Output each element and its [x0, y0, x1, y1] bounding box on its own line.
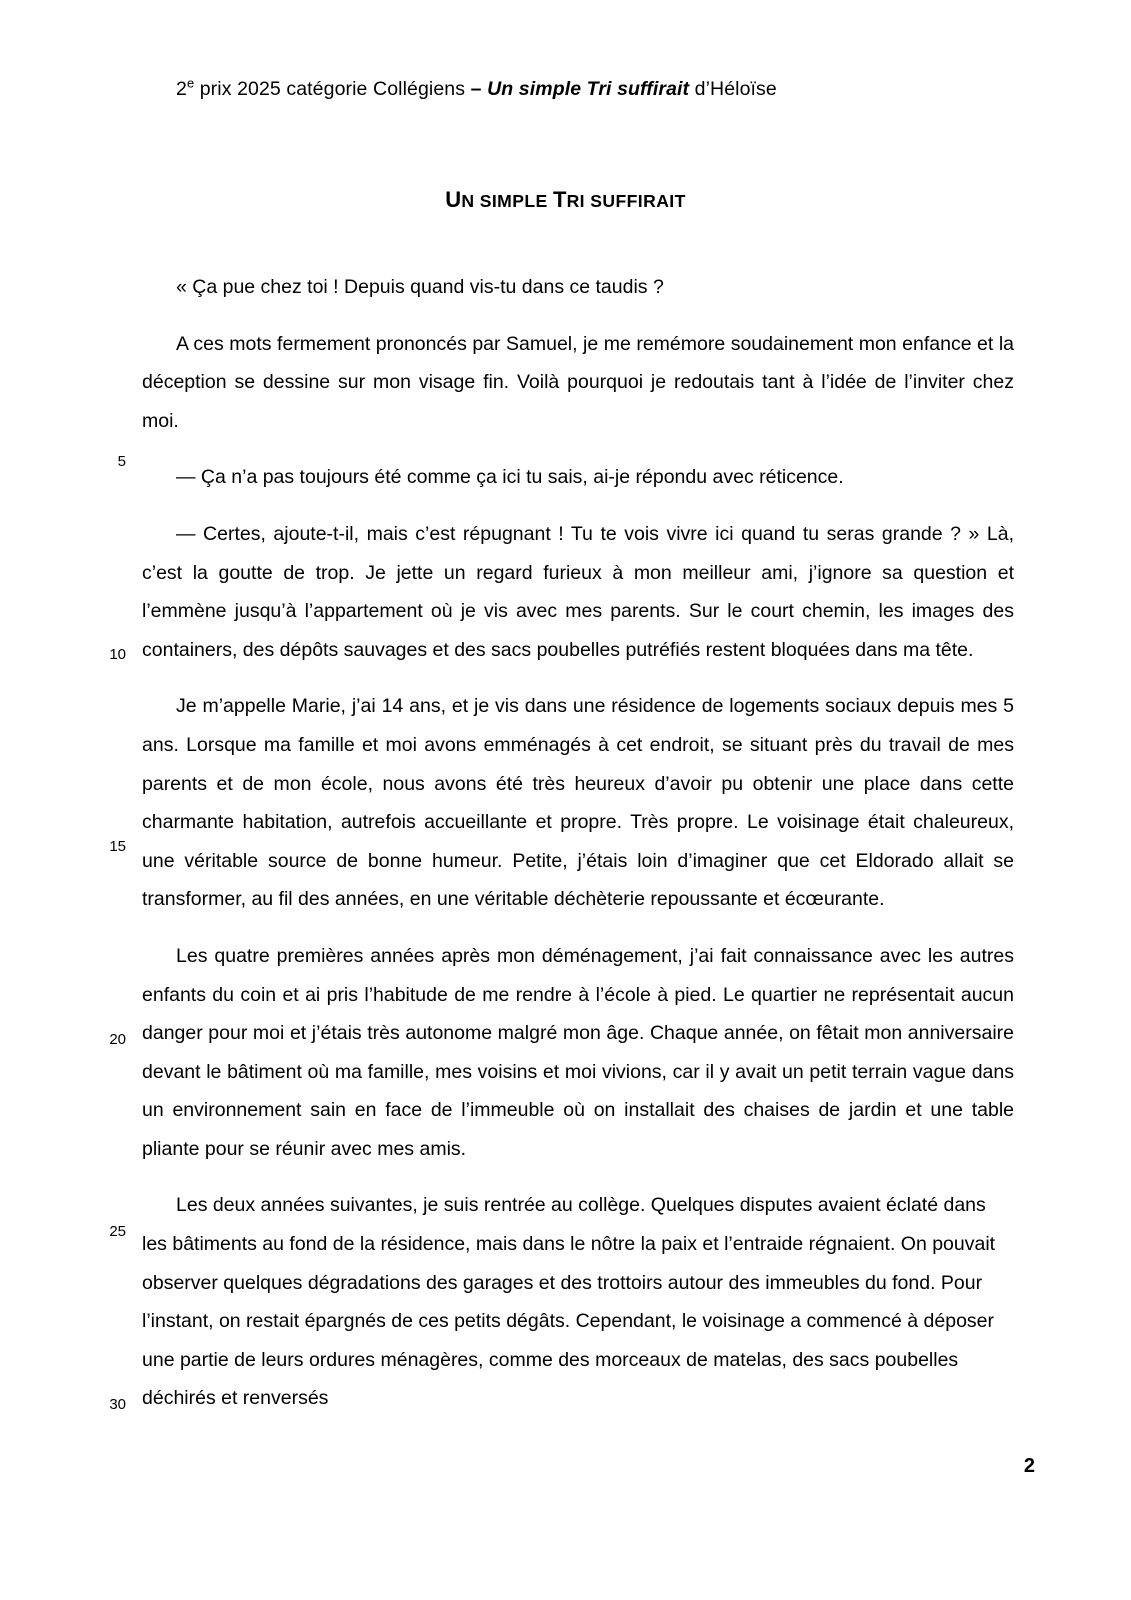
- paragraph: A ces mots fermement prononcés par Samuel, je me remémore soudainement mon enfance et la déception se dessine sur mon visage fin. Voilà pourquoi je redoutais tant à l’idée de l’inviter chez moi.: [142, 332, 1014, 432]
- title-cap-t: T: [552, 186, 567, 212]
- paragraph: Les quatre premières années après mon déménagement, j’ai fait connaissance avec les autres enfants du coin et ai pris l’habitude de me rendre à l’école à pied. Le quartier ne représentait aucun danger pour moi et j’étais très autonome malgré mon âge. Chaque année, on fêtait mon anniversaire devant le bâtiment où ma famille, mes voisins et moi vivions, car il y avait un petit terrain vague dans un environnement sain en face de l’immeuble où on installait des chaises de jardin et une table pliante pour se réunir avec mes amis.: [142, 944, 1014, 1160]
- running-header: [176, 75, 777, 101]
- paragraph: « Ça pue chez toi ! Depuis quand vis-tu dans ce taudis ?: [176, 276, 664, 298]
- title-smallcaps-n-simple: N SIMPLE: [461, 190, 553, 211]
- line-number: 30: [109, 1396, 126, 1413]
- line-number: 5: [117, 453, 126, 470]
- page-number: 2: [1023, 1455, 1035, 1477]
- header-author: d’Héloïse: [689, 78, 777, 100]
- header-ordinal-suffix: e: [186, 75, 195, 91]
- line-number: 25: [109, 1223, 126, 1240]
- title-cap-u: U: [445, 186, 462, 212]
- story-body: [142, 268, 1014, 1418]
- line-number: 20: [109, 1031, 126, 1048]
- line-number: 15: [109, 838, 126, 855]
- paragraph: Les deux années suivantes, je suis rentrée au collège. Quelques disputes avaient éclaté dans les bâtiments au fond de la résidence, mais dans le nôtre la paix et l’entraide régnaient. On pouvait observer quelques dégradations des garages et des trottoirs autour des immeubles du fond. Pour l’instant, on restait épargnés de ces petits dégâts. Cependant, le voisinage a commencé à déposer une partie de leurs ordures ménagères, comme des morceaux de matelas, des sacs poubelles déchirés et renversés: [142, 1194, 996, 1410]
- header-prize-number: 2: [176, 78, 187, 100]
- paragraph: — Ça n’a pas toujours été comme ça ici tu sais, ai-je répondu avec réticence.: [176, 466, 844, 489]
- paragraph: Je m’appelle Marie, j’ai 14 ans, et je vis dans une résidence de logements sociaux depuis mes 5 ans. Lorsque ma famille et moi avons emménagés à cet endroit, se situant près du travail de mes parents et de mon école, nous avons été très heureux d’avoir pu obtenir une place dans cette charmante habitation, autrefois accueillante et propre. Très propre. Le voisinage était chaleureux, une véritable source de bonne humeur. Petite, j’étais loin d’imaginer que cet Eldorado allait se transformer, au fil des années, en une véritable déchèterie repoussante et écœurante.: [142, 695, 1014, 911]
- title-smallcaps-ri-suffirait: RI SUFFIRAIT: [566, 190, 686, 211]
- page-title: [0, 187, 1131, 213]
- header-prize-category: prix 2025 catégorie Collégiens: [194, 78, 471, 100]
- header-dash: –: [470, 78, 482, 100]
- paragraph: — Certes, ajoute-t-il, mais c’est répugnant ! Tu te vois vivre ici quand tu seras grande ? » Là, c’est la goutte de trop. Je jette un regard furieux à mon meilleur ami, j’ignore sa question et l’emmène jusqu’à l’appartement où je vis avec mes parents. Sur le court chemin, les images des containers, des dépôts sauvages et des sacs poubelles putréfiés restent bloquées dans ma tête.: [142, 522, 1014, 661]
- line-number: 10: [109, 646, 126, 663]
- header-work-title: Un simple Tri suffirait: [487, 78, 690, 100]
